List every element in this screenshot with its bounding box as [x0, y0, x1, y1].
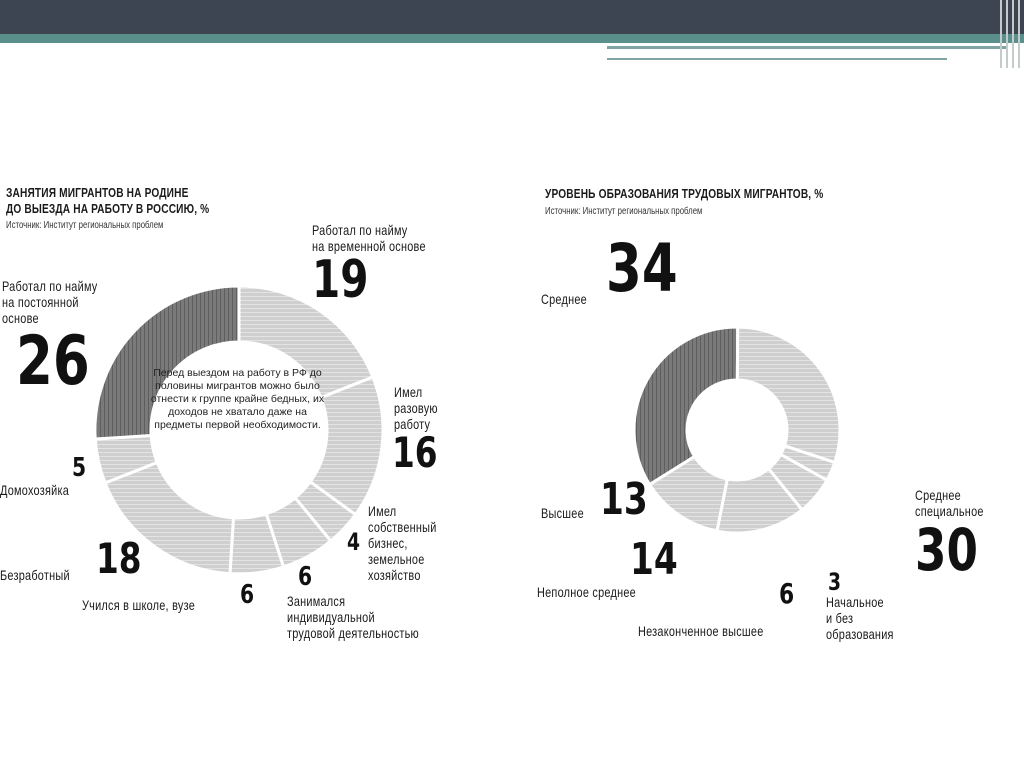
- slice-value: 4: [347, 528, 361, 556]
- slice-label: Неполное среднее: [537, 584, 636, 600]
- slice-label: Начальное и без образования: [826, 594, 894, 642]
- slice-label: Незаконченное высшее: [638, 623, 764, 639]
- chart-source: Источник: Институт региональных проблем: [6, 220, 164, 231]
- slice-label: Домохозяйка: [0, 482, 70, 498]
- slice-label: Среднее: [541, 291, 587, 307]
- slice-value: 18: [96, 534, 142, 583]
- slice-value: 3: [828, 568, 842, 596]
- slice-value: 26: [16, 322, 90, 401]
- slice-value: 6: [779, 577, 795, 610]
- donut-slice: [737, 327, 840, 463]
- slice-value: 5: [72, 453, 87, 483]
- slice-label: Среднее специальное: [915, 487, 984, 519]
- donut-center-note: Перед выездом на работу в РФ до половины мигрантов можно было отнести к группе крайне бедных, их доходов не хватало даже на предметы первой необходимости.: [150, 367, 325, 431]
- slice-label: Работал по найму на временной основе: [312, 222, 426, 254]
- slice-label: Учился в школе, вузе: [82, 597, 196, 613]
- slice-label: Высшее: [541, 505, 584, 521]
- slice-value: 6: [240, 580, 255, 610]
- slice-label: Занимался индивидуальной трудовой деятельностью: [287, 593, 419, 641]
- slice-value: 19: [312, 250, 369, 310]
- slice-label: Безработный: [0, 567, 70, 583]
- slice-value: 13: [600, 474, 648, 525]
- slice-value: 14: [630, 534, 678, 585]
- chart-title: ЗАНЯТИЯ МИГРАНТОВ НА РОДИНЕ ДО ВЫЕЗДА НА РАБОТУ В РОССИЮ, %: [6, 185, 210, 216]
- chart-title: УРОВЕНЬ ОБРАЗОВАНИЯ ТРУДОВЫХ МИГРАНТОВ, %: [545, 186, 824, 201]
- chart-source: Источник: Институт региональных проблем: [545, 206, 703, 217]
- slice-label: Имел собственный бизнес, земельное хозяйство: [368, 503, 437, 583]
- slice-value: 16: [392, 428, 438, 477]
- slice-value: 30: [915, 516, 978, 584]
- slice-label: Имел разовую работу: [394, 384, 438, 432]
- slice-value: 6: [298, 562, 313, 592]
- slice-value: 34: [606, 230, 678, 307]
- slice-label: Работал по найму на постоянной основе: [2, 278, 98, 326]
